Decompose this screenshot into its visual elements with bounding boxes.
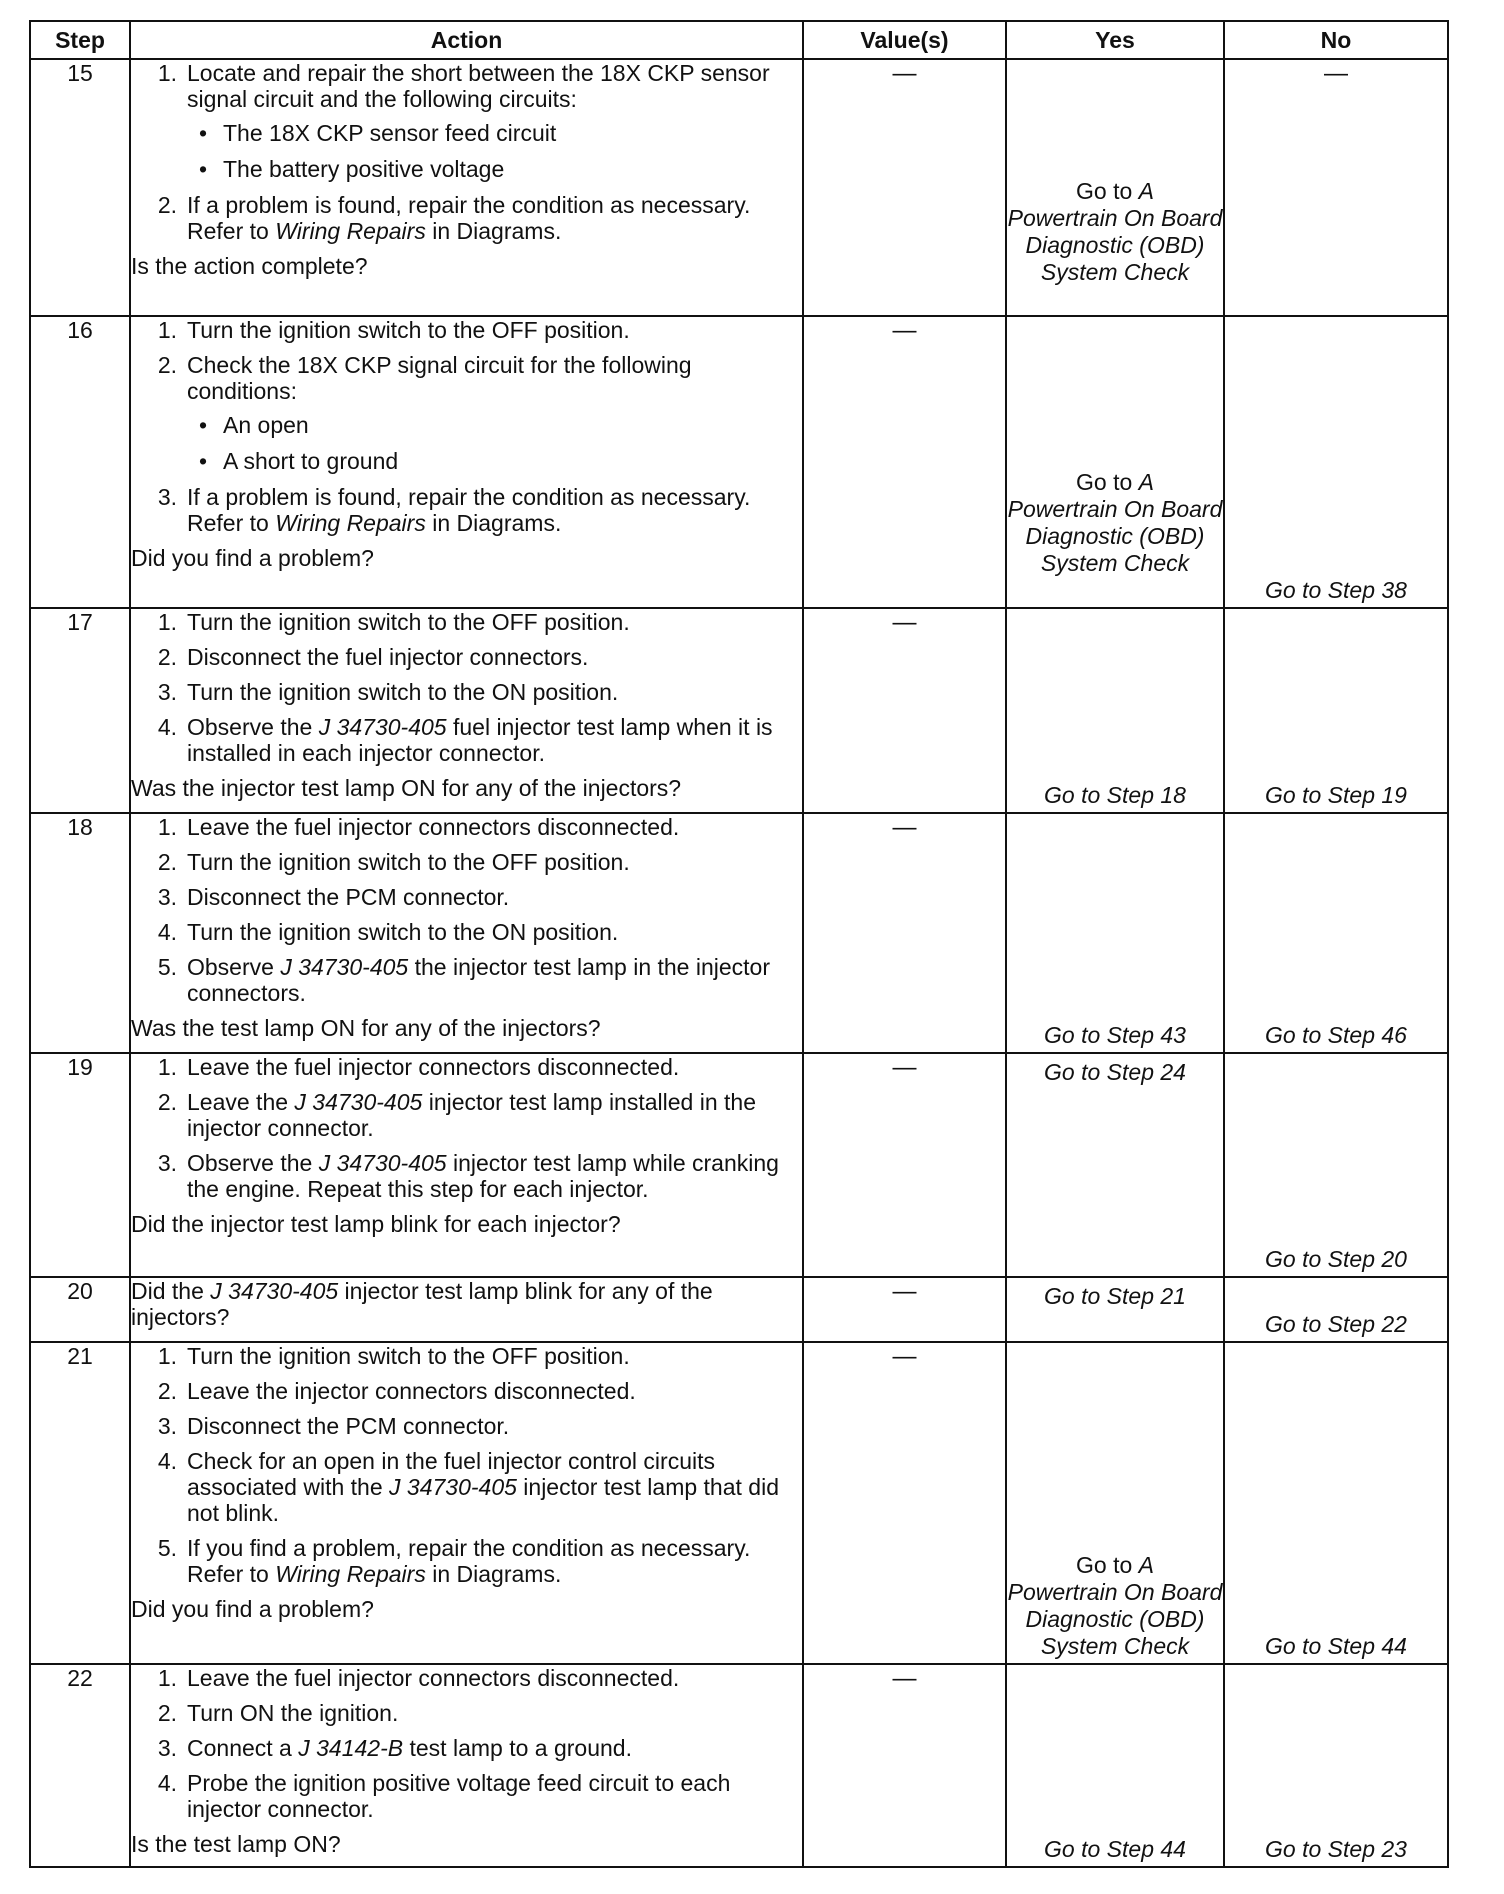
no-cell: Go to Step 46 [1224, 813, 1448, 1053]
table-row [30, 59, 1448, 316]
value-cell: — [803, 316, 1006, 608]
table-row [30, 1342, 1448, 1664]
header-action: Action [130, 21, 803, 59]
value-cell: — [803, 1277, 1006, 1342]
table-row [30, 1053, 1448, 1277]
list-item: 4. Check for an open in the fuel injector control circuits associated with the J 34730-405 injector test lamp that did not blink. [157, 1448, 779, 1526]
list-item: 1. Locate and repair the short between the 18X CKP sensor signal circuit and the following circuits: • The 18X CKP sensor feed circuit • The battery positive voltage [131, 60, 802, 182]
step-number: 15 [30, 59, 130, 316]
step-number: 17 [30, 608, 130, 813]
no-cell: Go to Step 22 [1224, 1277, 1448, 1342]
value-cell: — [803, 1664, 1006, 1867]
list-item: 3. Disconnect the PCM connector. [157, 884, 510, 910]
question: Was the test lamp ON for any of the injectors? [131, 1015, 601, 1041]
step-number: 21 [30, 1342, 130, 1664]
step-number: 19 [30, 1053, 130, 1277]
yes-cell: Go to Step 43 [1006, 813, 1224, 1053]
step-number: 18 [30, 813, 130, 1053]
header-step: Step [30, 21, 130, 59]
question: Is the action complete? [131, 253, 368, 279]
yes-cell: Go to A Powertrain On Board Diagnostic (OBD) System Check [1006, 316, 1224, 608]
list-item: 4. Turn the ignition switch to the ON position. [157, 919, 619, 945]
list-item: 5. Observe J 34730-405 the injector test lamp in the injector connectors. [157, 954, 771, 1006]
list-item: 5. If you find a problem, repair the condition as necessary. Refer to Wiring Repairs in Diagrams. [157, 1535, 751, 1587]
step-number: 20 [30, 1277, 130, 1342]
list-item: 2. Leave the J 34730-405 injector test lamp installed in the injector connector. [157, 1089, 756, 1141]
question: Was the injector test lamp ON for any of the injectors? [131, 775, 682, 801]
list-item: 2. Turn the ignition switch to the OFF position. [157, 849, 630, 875]
table-row [30, 813, 1448, 1053]
no-cell: — [1224, 59, 1448, 316]
no-cell: Go to Step 19 [1224, 608, 1448, 813]
action-cell [130, 1664, 803, 1867]
bullet-item: • An open [199, 412, 309, 438]
list-item: 3. Disconnect the PCM connector. [157, 1413, 510, 1439]
yes-cell: Go to A Powertrain On Board Diagnostic (OBD) System Check [1006, 1342, 1224, 1664]
list-item: 1. Leave the fuel injector connectors disconnected. [157, 1054, 680, 1080]
question: Did you find a problem? [131, 1596, 374, 1622]
list-item: 1. Turn the ignition switch to the OFF position. [157, 609, 630, 635]
list-item: 3. Observe the J 34730-405 injector test lamp while cranking the engine. Repeat this step for each injector. [157, 1150, 779, 1202]
list-item: 2. Leave the injector connectors disconnected. [157, 1378, 636, 1404]
action-cell [130, 813, 803, 1053]
value-cell: — [803, 813, 1006, 1053]
action-cell [130, 1342, 803, 1664]
list-item: 2. Check the 18X CKP signal circuit for the following conditions: • An open • A short to ground [131, 352, 802, 474]
no-cell: Go to Step 23 [1224, 1664, 1448, 1867]
question: Did you find a problem? [131, 545, 374, 571]
no-cell: Go to Step 38 [1224, 316, 1448, 608]
header-no: No [1224, 21, 1448, 59]
list-item: 1. Leave the fuel injector connectors disconnected. [157, 1665, 680, 1691]
action-cell [130, 608, 803, 813]
step-number: 16 [30, 316, 130, 608]
table-row [30, 316, 1448, 608]
list-item: 2. Turn ON the ignition. [157, 1700, 399, 1726]
list-item: 4. Observe the J 34730-405 fuel injector test lamp when it is installed in each injector connector. [157, 714, 773, 766]
question: Did the J 34730-405 injector test lamp blink for any of the injectors? [131, 1278, 713, 1330]
question: Did the injector test lamp blink for each injector? [131, 1211, 621, 1237]
action-cell [130, 59, 803, 316]
header-row [30, 21, 1448, 59]
action-cell [130, 1053, 803, 1277]
yes-cell: Go to Step 24 [1006, 1053, 1224, 1277]
value-cell: — [803, 1053, 1006, 1277]
bullet-item: • A short to ground [199, 448, 399, 474]
diagnostic-table [29, 20, 1449, 1868]
step-number: 22 [30, 1664, 130, 1867]
yes-cell: Go to Step 44 [1006, 1664, 1224, 1867]
list-item: 1. Turn the ignition switch to the OFF position. [157, 317, 630, 343]
list-item: 3. Connect a J 34142-B test lamp to a ground. [157, 1735, 632, 1761]
list-item: 2. Disconnect the fuel injector connectors. [157, 644, 589, 670]
list-item: 3. Turn the ignition switch to the ON position. [157, 679, 619, 705]
list-item: 2. If a problem is found, repair the condition as necessary. Refer to Wiring Repairs in Diagrams. [157, 192, 751, 244]
list-item: 1. Turn the ignition switch to the OFF position. [157, 1343, 630, 1369]
action-cell [130, 316, 803, 608]
no-cell: Go to Step 44 [1224, 1342, 1448, 1664]
yes-cell: Go to Step 18 [1006, 608, 1224, 813]
table-row [30, 1664, 1448, 1867]
header-values: Value(s) [803, 21, 1006, 59]
value-cell: — [803, 59, 1006, 316]
yes-cell: Go to A Powertrain On Board Diagnostic (OBD) System Check [1006, 59, 1224, 316]
list-item: 3. If a problem is found, repair the condition as necessary. Refer to Wiring Repairs in Diagrams. [157, 484, 751, 536]
yes-cell: Go to Step 21 [1006, 1277, 1224, 1342]
table-row [30, 608, 1448, 813]
bullet-item: • The battery positive voltage [199, 156, 505, 182]
action-cell [130, 1277, 803, 1342]
list-item: 1. Leave the fuel injector connectors disconnected. [157, 814, 680, 840]
list-item: 4. Probe the ignition positive voltage feed circuit to each injector connector. [157, 1770, 731, 1822]
table-row [30, 1277, 1448, 1342]
bullet-item: • The 18X CKP sensor feed circuit [199, 120, 557, 146]
no-cell: Go to Step 20 [1224, 1053, 1448, 1277]
value-cell: — [803, 1342, 1006, 1664]
header-yes: Yes [1006, 21, 1224, 59]
question: Is the test lamp ON? [131, 1831, 341, 1857]
value-cell: — [803, 608, 1006, 813]
